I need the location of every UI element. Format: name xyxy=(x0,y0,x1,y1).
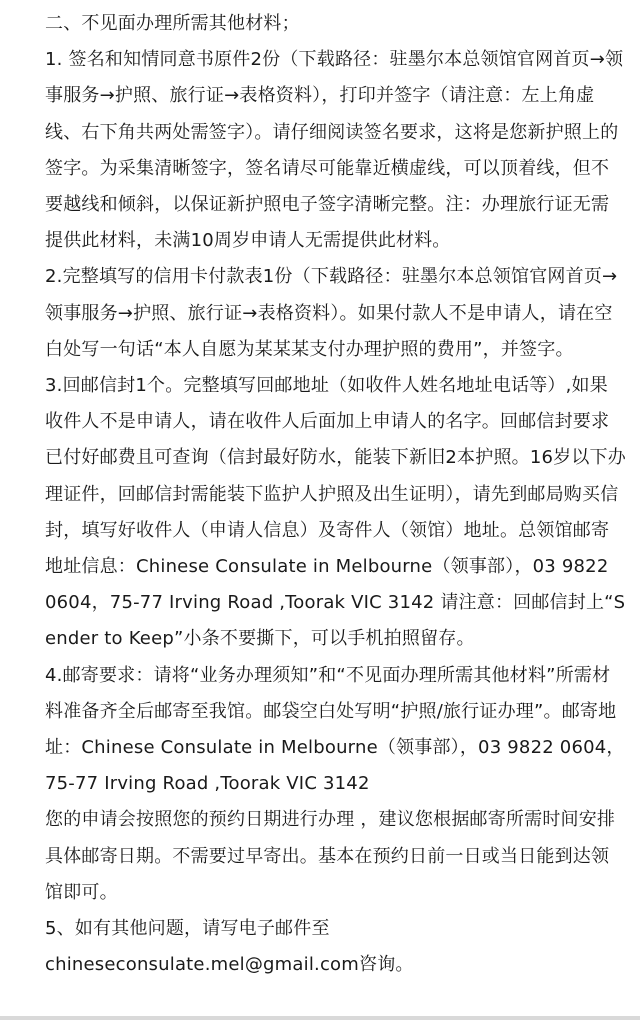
item-credit-card-form: 2.完整填写的信用卡付款表1份（下载路径：驻墨尔本总领馆官网首页→领事服务→护照、旅行证→表格资料）。如果付款人不是申请人，请在空白处写一句话“本人自愿为某某某支付办理护照的费用”，并签字。 xyxy=(45,266,618,360)
bottom-divider xyxy=(0,1016,640,1020)
processing-note: 您的申请会按照您的预约日期进行办理 ，建议您根据邮寄所需时间安排具体邮寄日期。不需要过早寄出。基本在预约日前一日或当日能到达领馆即可。 xyxy=(45,809,616,903)
item-mailing-requirements: 4.邮寄要求：请将“业务办理须知”和“不见面办理所需其他材料”所需材料准备齐全后邮寄至我馆。邮袋空白处写明“护照/旅行证办理”。邮寄地址：Chinese Consulate in Melbourne（领事部），03 9822 0604，75-77 Irving Road ,Toorak VIC 3142 xyxy=(45,664,625,795)
item-signature-consent-form: 1. 签名和知情同意书原件2份（下载路径：驻墨尔本总领馆官网首页→领事服务→护照、旅行证→表格资料），打印并签字（请注意：左上角虚线、右下角共两处需签字）。请仔细阅读签名要求，这将是您新护照上的签字。为采集清晰签字，签名请尽可能靠近横虚线，可以顶着线，但不要越线和倾斜，以保证新护照电子签字清晰完整。注：办理旅行证无需提供此材料，未满10周岁申请人无需提供此材料。 xyxy=(45,49,624,252)
item-return-envelope: 3.回邮信封1个。完整填写回邮地址（如收件人姓名地址电话等）,如果收件人不是申请人，请在收件人后面加上申请人的名字。回邮信封要求已付好邮费且可查询（信封最好防水，能装下新旧2本护照。16岁以下办理证件，回邮信封需能装下监护人护照及出生证明），请先到邮局购买信封，填写好收件人（申请人信息）及寄件人（领馆）地址。总领馆邮寄地址信息：Chinese Consulate in Melbourne（领事部），03 9822 0604，75-77 Irving Road ,Toorak VIC 3142 请注意：回邮信封上“Sender to Keep”小条不要撕下，可以手机拍照留存。 xyxy=(45,375,626,650)
contact-line: 5、如有其他问题，请写电子邮件至 xyxy=(45,918,330,940)
contact-email: chineseconsulate.mel@gmail.com咨询。 xyxy=(45,954,414,976)
section-heading: 二、不见面办理所需其他材料； xyxy=(45,13,300,34)
